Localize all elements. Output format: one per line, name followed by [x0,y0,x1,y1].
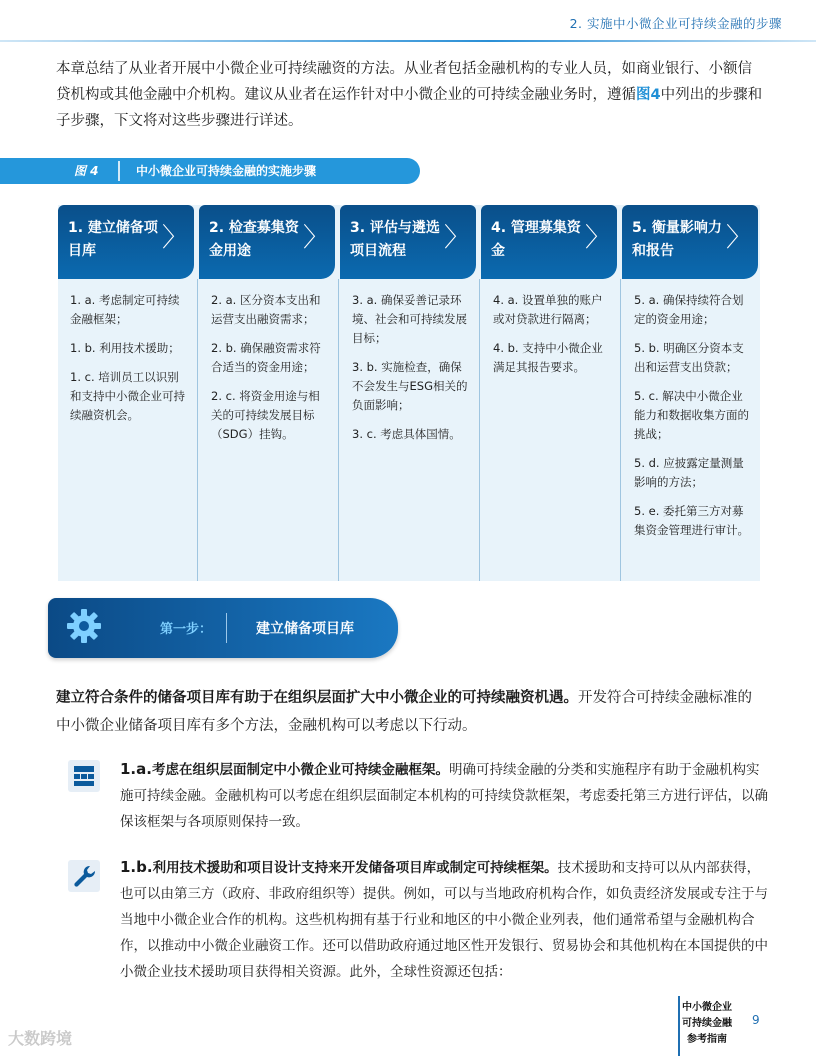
chevron-right-icon: 〉 [302,223,329,253]
lead-text: 开发符合可持续金融标准的中小微企业储备项目库有多个方法，金融机构可以考虑以下行动。 [56,690,752,734]
column-divider [479,279,480,581]
action-item-1b [120,854,768,985]
step-title: 建立储备项目库 [256,621,354,637]
chevron-right-icon: 〉 [725,223,752,253]
action-number: 1.b. [120,858,153,876]
figure-label: 图 4 [74,164,99,178]
page-header [0,0,816,48]
page-number: 9 [752,1013,760,1027]
list-item: 2. b. 确保融资需求符合适当的资金用途； [211,341,321,374]
step-items-1 [58,279,194,425]
list-item: 4. b. 支持中小微企业满足其报告要求。 [493,341,603,374]
list-item: 2. a. 区分资本支出和运营支出融资需求； [211,293,321,326]
wrench-icon [68,860,100,892]
step-header-1 [58,205,194,279]
step-items-4 [481,279,617,377]
footer-guide-title [678,1000,736,1048]
step-one-banner [48,598,398,658]
intro-text: 本章总结了从业者开展中小微企业可持续融资的方法。从业者包括金融机构的专业人员，如商业银行、小额信贷机构或其他金融中介机构。建议从业者在运作针对中小微企业的可持续金融业务时，遵循 [56,61,752,103]
intro-text-end: 中列出的步骤和子步骤，下文将对这些步骤进行详述。 [56,87,763,129]
list-item: 5. e. 委托第三方对募集资金管理进行审计。 [634,504,749,537]
action-number: 1.a. [120,760,152,778]
step-title-1: 1. 建立储备项目库 [68,220,158,259]
step-column-1 [58,205,194,581]
step-column-3 [340,205,476,581]
list-item: 1. a. 考虑制定可持续金融框架； [70,293,180,326]
intro-paragraph [56,56,766,134]
header-divider [0,40,816,42]
figure-link[interactable]: 图4 [636,87,661,103]
column-divider [197,279,198,581]
list-item: 3. c. 考虑具体国情。 [352,427,461,441]
list-item: 5. d. 应披露定量测量影响的方法； [634,456,744,489]
action-text: 明确可持续金融的分类和实施程序有助于金融机构实施可持续金融。金融机构可以考虑在组织层面制定本机构的可持续贷款框架，考虑委托第三方进行评估，以确保该框架与各项原则保持一致。 [120,762,768,830]
lead-bold-text: 建立符合条件的储备项目库有助于在组织层面扩大中小微企业的可持续融资机遇。 [56,690,578,706]
list-item: 4. a. 设置单独的账户或对贷款进行隔离； [493,293,603,326]
footer-line: 参考指南 [687,1034,727,1045]
list-item: 5. b. 明确区分资本支出和运营支出贷款； [634,341,744,374]
list-item: 1. c. 培训员工以识别和支持中小微企业可持续融资机会。 [70,370,185,422]
list-item: 2. c. 将资金用途与相关的可持续发展目标（SDG）挂钩。 [211,389,320,441]
step-label: 第一步： [160,622,213,637]
section-title: 2. 实施中小微企业可持续金融的步骤 [569,16,782,31]
footer-line: 可持续金融 [682,1018,732,1029]
action-bold-text: 考虑在组织层面制定中小微企业可持续金融框架。 [151,762,449,778]
step-header-5 [622,205,758,279]
lead-paragraph [56,684,766,740]
step-items-5 [622,279,758,540]
org-chart-icon [68,760,100,792]
list-item: 5. a. 确保持续符合划定的资金用途； [634,293,744,326]
action-item-1a [120,756,768,835]
figure-separator [118,161,120,181]
step-column-2 [199,205,335,581]
step-header-3 [340,205,476,279]
banner-separator [226,613,227,643]
list-item: 3. b. 实施检查，确保不会发生与ESG相关的负面影响； [352,360,468,412]
footer-line: 中小微企业 [682,1002,732,1013]
step-title-3: 3. 评估与遴选项目流程 [350,220,440,259]
chevron-right-icon: 〉 [584,223,611,253]
step-title-2: 2. 检查募集资金用途 [209,220,299,259]
step-header-4 [481,205,617,279]
step-column-5 [622,205,758,581]
action-bold-text: 利用技术援助和项目设计支持来开发储备项目库或制定可持续框架。 [152,860,558,876]
column-divider [620,279,621,581]
list-item: 5. c. 解决中小微企业能力和数据收集方面的挑战； [634,389,749,441]
steps-panel [58,205,760,581]
action-text: 技术援助和支持可以从内部获得，也可以由第三方（政府、非政府组织等）提供。例如，可以与当地政府机构合作，如负责经济发展或专注于与当地中小微企业合作的机构。这些机构拥有基于行业和地区的中小微企业列表，他们通常希望与金融机构合作，以推动中小微企业融资工作。还可以借助政府通过地区性开发银行、贸易协会和其他机构在本国提供的中小微企业技术援助项目获得相关资源。此外，全球性资源还包括： [120,860,768,980]
watermark: 大数跨境 [8,1029,73,1048]
figure-title: 中小微企业可持续金融的实施步骤 [136,164,317,178]
chevron-right-icon: 〉 [161,223,188,253]
gear-icon [64,606,104,646]
step-items-3 [340,279,476,444]
step-header-2 [199,205,335,279]
chevron-right-icon: 〉 [443,223,470,253]
step-items-2 [199,279,335,444]
step-title-5: 5. 衡量影响力和报告 [632,220,722,259]
list-item: 1. b. 利用技术援助； [70,341,180,355]
list-item: 3. a. 确保妥善记录环境、社会和可持续发展目标； [352,293,467,345]
column-divider [338,279,339,581]
step-column-4 [481,205,617,581]
step-title-4: 4. 管理募集资金 [491,220,581,259]
figure-banner [0,158,420,184]
